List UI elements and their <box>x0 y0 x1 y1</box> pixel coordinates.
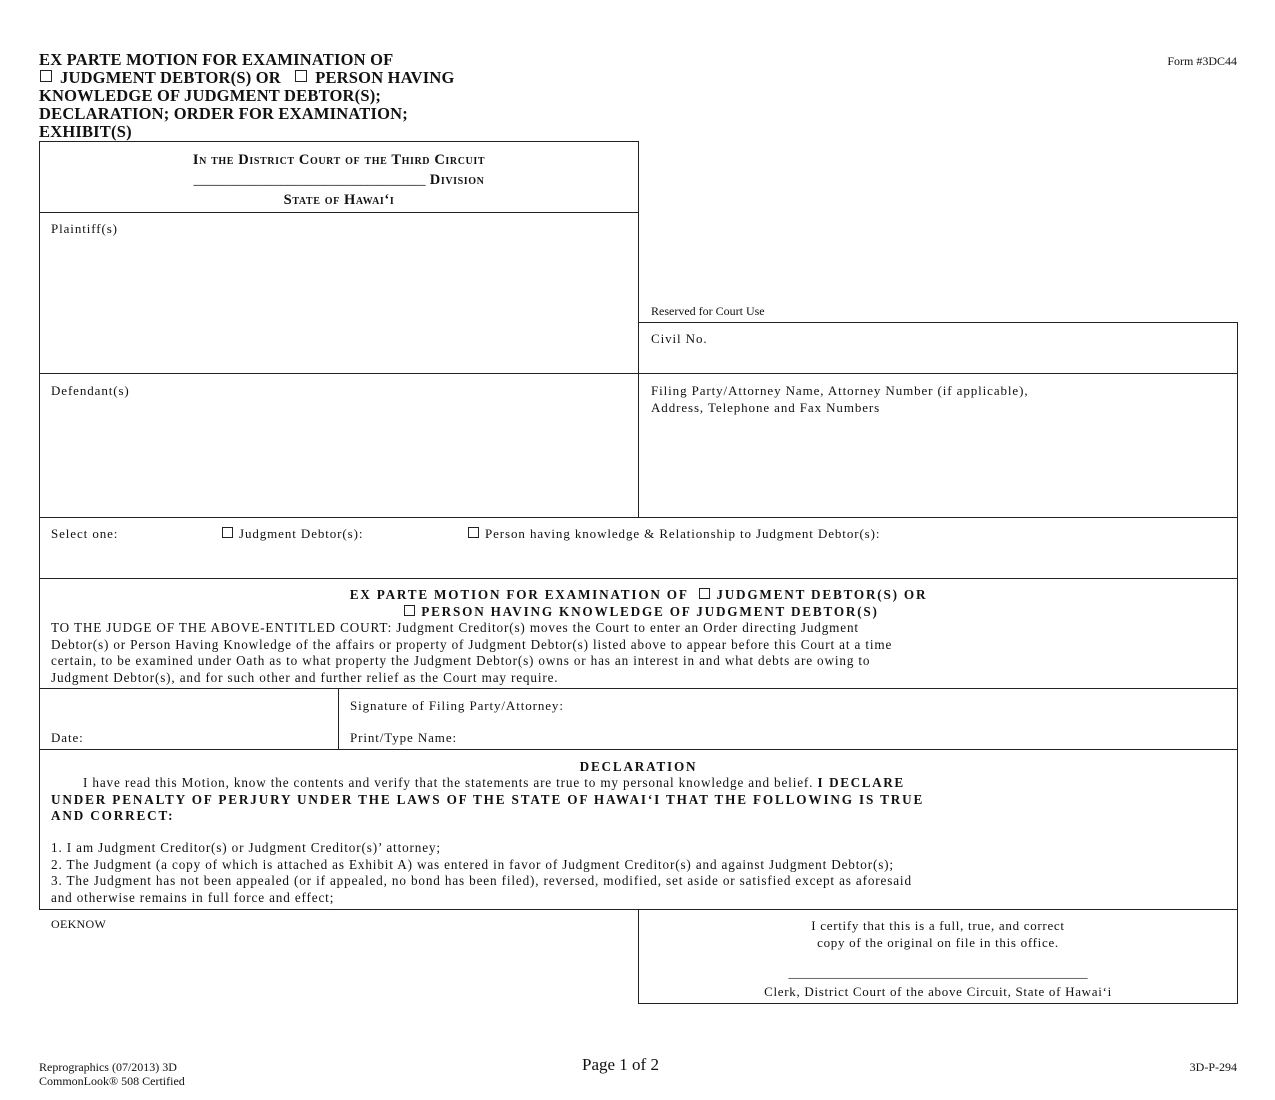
plaintiff-label: Plaintiff(s) <box>51 221 118 236</box>
motion-body-line: Debtor(s) or Person Having Knowledge of the affairs or property of Judgment Debtor(s) listed above to appear before this Court at a time <box>51 636 893 652</box>
reprographics-label: Reprographics (07/2013) 3D <box>39 1060 177 1074</box>
form-title <box>39 51 639 141</box>
declaration-item: 1. I am Judgment Creditor(s) or Judgment Creditor(s)’ attorney; <box>51 840 441 855</box>
divider <box>39 578 1238 579</box>
checkbox-motion-judgment-debtor[interactable] <box>699 588 710 599</box>
motion-body-line: TO THE JUDGE OF THE ABOVE-ENTITLED COURT: Judgment Creditor(s) moves the Court to enter an Order directing Judgment <box>51 620 859 635</box>
checkbox-person-having-knowledge[interactable] <box>468 527 479 538</box>
declaration-item: 3. The Judgment has not been appealed (or if appealed, no bond has been filed), reversed, modified, set aside or satisfied except as aforesaid <box>51 873 912 888</box>
title-option-person-having: PERSON HAVING <box>315 68 455 87</box>
signature-label: Signature of Filing Party/Attorney: <box>350 698 564 713</box>
certified-label: CommonLook® 508 Certified <box>39 1074 185 1088</box>
divider <box>638 373 1238 374</box>
court-name: In the District Court of the Third Circuit <box>192 152 486 168</box>
date-label: Date: <box>51 730 84 745</box>
court-caption <box>39 141 639 213</box>
motion-body <box>51 620 1236 686</box>
page-number: Page 1 of 2 <box>582 1055 659 1074</box>
motion-body-line: Judgment Debtor(s), and for such other and further relief as the Court may require. <box>51 669 559 685</box>
footer-left <box>39 1060 185 1088</box>
form-code: OEKNOW <box>51 917 107 931</box>
declaration-intro-line-2: UNDER PENALTY OF PERJURY UNDER THE LAWS OF THE STATE OF HAWAI‘I THAT THE FOLLOWING IS TRUE <box>51 791 925 807</box>
title-line-4: DECLARATION; ORDER FOR EXAMINATION; <box>39 104 408 123</box>
checkbox-judgment-debtor[interactable] <box>222 527 233 538</box>
divider <box>39 688 1238 689</box>
select-one-label: Select one: <box>51 526 119 541</box>
title-line-3: KNOWLEDGE OF JUDGMENT DEBTOR(S); <box>39 86 382 105</box>
declaration-intro-line-3: AND CORRECT: <box>51 808 175 823</box>
filing-party-line-1: Filing Party/Attorney Name, Attorney Number (if applicable), <box>651 383 1029 398</box>
division-label: Division <box>429 172 485 188</box>
division-blank[interactable]: ________________________________ <box>193 172 426 188</box>
motion-heading-line-1 <box>39 586 1238 603</box>
document-code: 3D-P-294 <box>1189 1060 1237 1074</box>
divider <box>39 373 639 374</box>
declaration-heading: DECLARATION <box>579 759 698 774</box>
civil-no-field[interactable] <box>740 328 1230 368</box>
checkbox-person-having-title[interactable] <box>295 70 307 82</box>
declaration-intro-bold: I DECLARE <box>817 775 905 790</box>
print-name-label: Print/Type Name: <box>350 730 457 745</box>
motion-heading-text-c: PERSON HAVING KNOWLEDGE OF JUDGMENT DEBTOR(S) <box>421 604 879 619</box>
declaration-items <box>51 840 1231 906</box>
debtor-name-field[interactable] <box>45 545 1230 573</box>
divider <box>338 688 339 749</box>
motion-heading <box>39 586 1238 620</box>
state-name: State of Hawai‘i <box>283 192 395 208</box>
option-judgment-debtor-label: Judgment Debtor(s): <box>239 526 364 541</box>
date-field[interactable] <box>95 694 333 744</box>
defendant-field[interactable] <box>45 402 630 512</box>
motion-body-line: certain, to be examined under Oath as to what property the Judgment Debtor(s) owns or has an interest in and what debts are owing to <box>51 653 871 668</box>
clerk-label: Clerk, District Court of the above Circuit, State of Hawai‘i <box>764 984 1112 999</box>
title-option-judgment-debtor: JUDGMENT DEBTOR(S) OR <box>60 68 281 87</box>
motion-heading-text-b: JUDGMENT DEBTOR(S) OR <box>716 587 928 602</box>
signature-field[interactable] <box>650 693 1230 717</box>
filing-party-line-2: Address, Telephone and Fax Numbers <box>651 399 881 415</box>
motion-heading-line-2 <box>39 603 1238 620</box>
filing-party-label <box>651 383 1028 416</box>
certification-line-1: I certify that this is a full, true, and correct <box>811 918 1065 933</box>
form-number: Form #3DC44 <box>1167 54 1237 68</box>
declaration-intro <box>51 775 1231 825</box>
civil-no-label: Civil No. <box>651 331 708 346</box>
defendant-label: Defendant(s) <box>51 383 130 398</box>
reserved-for-court-use: Reserved for Court Use <box>651 304 765 318</box>
print-name-field[interactable] <box>505 724 1230 746</box>
title-line-2 <box>39 69 639 87</box>
certification-text <box>638 918 1238 951</box>
plaintiff-field[interactable] <box>45 240 630 368</box>
division-line <box>40 170 638 190</box>
declaration-item: and otherwise remains in full force and effect; <box>51 889 335 905</box>
motion-heading-text-a: EX PARTE MOTION FOR EXAMINATION OF <box>349 587 689 602</box>
option-judgment-debtor[interactable] <box>222 526 363 542</box>
option-person-having-knowledge[interactable] <box>468 526 880 542</box>
option-person-having-knowledge-label: Person having knowledge & Relationship to Judgment Debtor(s): <box>485 526 881 541</box>
declaration-intro-line-1 <box>51 775 1231 792</box>
title-line-5: EXHIBIT(S) <box>39 122 132 141</box>
divider <box>39 749 1238 750</box>
clerk-signature-line[interactable]: ______________________________________________ <box>788 965 1088 980</box>
declaration-item: 2. The Judgment (a copy of which is attached as Exhibit A) was entered in favor of Judgment Creditor(s) and against Judgment Debtor(s); <box>51 856 894 872</box>
title-line-1: EX PARTE MOTION FOR EXAMINATION OF <box>39 50 394 69</box>
checkbox-judgment-debtor-title[interactable] <box>40 70 52 82</box>
filing-party-field[interactable] <box>645 420 1230 512</box>
certification-line-2: copy of the original on file in this office. <box>817 934 1059 950</box>
declaration-intro-text: I have read this Motion, know the contents and verify that the statements are true to my personal knowledge and belief. <box>83 775 814 790</box>
checkbox-motion-person-having[interactable] <box>404 605 415 616</box>
